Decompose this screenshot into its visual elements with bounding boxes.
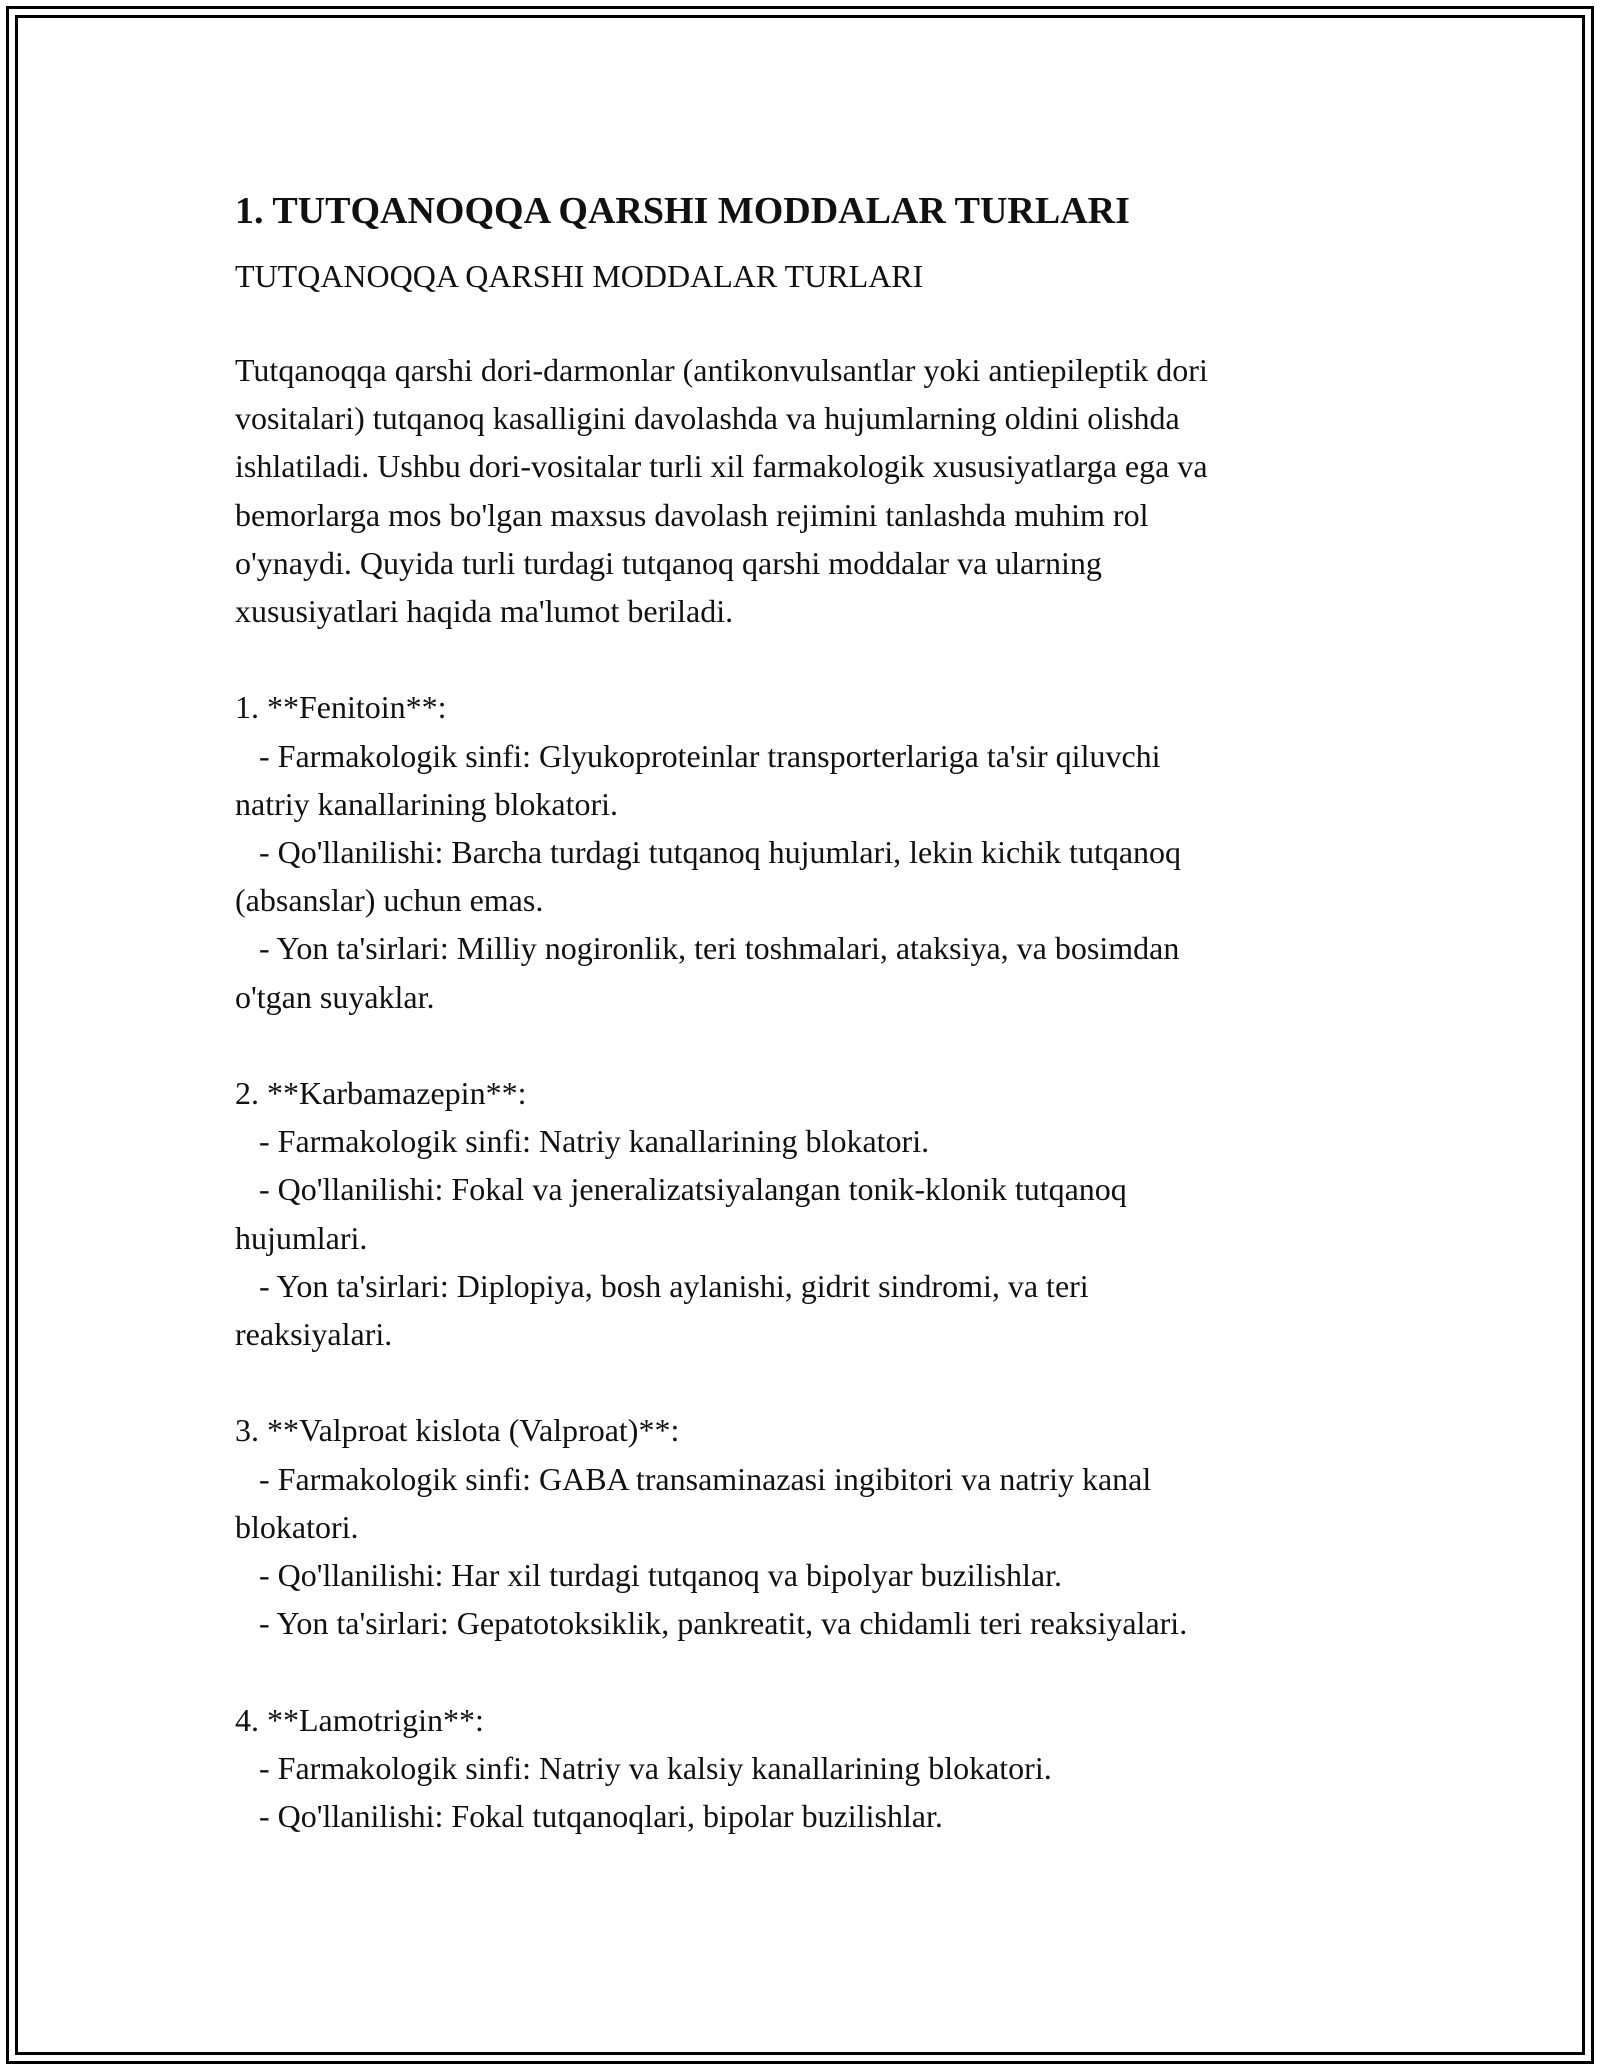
drug-detail-line: hujumlari. (235, 1219, 368, 1256)
paragraph-line: o'ynaydi. Quyida turli turdagi tutqanoq qarshi moddalar va ularning (235, 544, 1102, 581)
spacer (235, 1021, 1365, 1069)
spacer (235, 1647, 1365, 1695)
drug-detail-line: - Qo'llanilishi: Fokal tutqanoqlari, bipolar buzilishlar. (235, 1798, 943, 1835)
drug-detail-line: o'tgan suyaklar. (235, 978, 435, 1015)
drug-detail-line: - Farmakologik sinfi: Natriy kanallarining blokatori. (235, 1123, 930, 1160)
drug-title: 3. **Valproat kislota (Valproat)**: (235, 1412, 680, 1449)
drug-detail-line: - Farmakologik sinfi: Natriy va kalsiy kanallarining blokatori. (235, 1749, 1052, 1786)
drug-detail-line: blokatori. (235, 1508, 359, 1545)
drug-section-lamotrigin (235, 1696, 1365, 1841)
spacer (235, 635, 1365, 683)
drug-title: 1. **Fenitoin**: (235, 689, 447, 726)
drug-detail-line: - Yon ta'sirlari: Milliy nogironlik, teri toshmalari, ataksiya, va bosimdan (235, 930, 1180, 967)
drug-detail-line: - Farmakologik sinfi: Glyukoproteinlar transporterlariga ta'sir qiluvchi (235, 737, 1161, 774)
drug-detail-line: - Farmakologik sinfi: GABA transaminazasi ingibitori va natriy kanal (235, 1460, 1152, 1497)
drug-detail-line: - Qo'llanilishi: Fokal va jeneralizatsiyalangan tonik-klonik tutqanoq (235, 1171, 1127, 1208)
drug-section-karbamazepin (235, 1069, 1365, 1358)
paragraph-line: xususiyatlari haqida ma'lumot beriladi. (235, 593, 734, 630)
drug-detail-line: natriy kanallarining blokatori. (235, 785, 618, 822)
drug-title: 4. **Lamotrigin**: (235, 1701, 484, 1738)
drug-section-fenitoin (235, 683, 1365, 1020)
drug-detail-line: - Yon ta'sirlari: Gepatotoksiklik, pankreatit, va chidamli teri reaksiyalari. (235, 1605, 1188, 1642)
drug-detail-line: - Yon ta'sirlari: Diplopiya, bosh aylanishi, gidrit sindromi, va teri (235, 1267, 1089, 1304)
drug-section-valproat (235, 1406, 1365, 1647)
drug-detail-line: - Qo'llanilishi: Barcha turdagi tutqanoq hujumlari, lekin kichik tutqanoq (235, 834, 1182, 871)
document-body (235, 186, 1365, 1840)
spacer (235, 1358, 1365, 1406)
drug-detail-line: reaksiyalari. (235, 1316, 393, 1353)
paragraph-line: ishlatiladi. Ushbu dori-vositalar turli xil farmakologik xususiyatlarga ega va (235, 448, 1208, 485)
drug-detail-line: (absanslar) uchun emas. (235, 882, 544, 919)
document-subheading: TUTQANOQQA QARSHI MODDALAR TURLARI (235, 258, 924, 294)
paragraph-line: bemorlarga mos bo'lgan maxsus davolash rejimini tanlashda muhim rol (235, 496, 1149, 533)
drug-title: 2. **Karbamazepin**: (235, 1075, 527, 1112)
paragraph-line: Tutqanoqqa qarshi dori-darmonlar (antikonvulsantlar yoki antiepileptik dori (235, 352, 1208, 388)
paragraph-line: vositalari) tutqanoq kasalligini davolashda va hujumlarning oldini olishda (235, 400, 1180, 437)
document-heading: 1. TUTQANOQQA QARSHI MODDALAR TURLARI (235, 190, 1130, 232)
drug-detail-line: - Qo'llanilishi: Har xil turdagi tutqanoq va bipolyar buzilishlar. (235, 1557, 1062, 1594)
intro-paragraph (235, 346, 1365, 635)
